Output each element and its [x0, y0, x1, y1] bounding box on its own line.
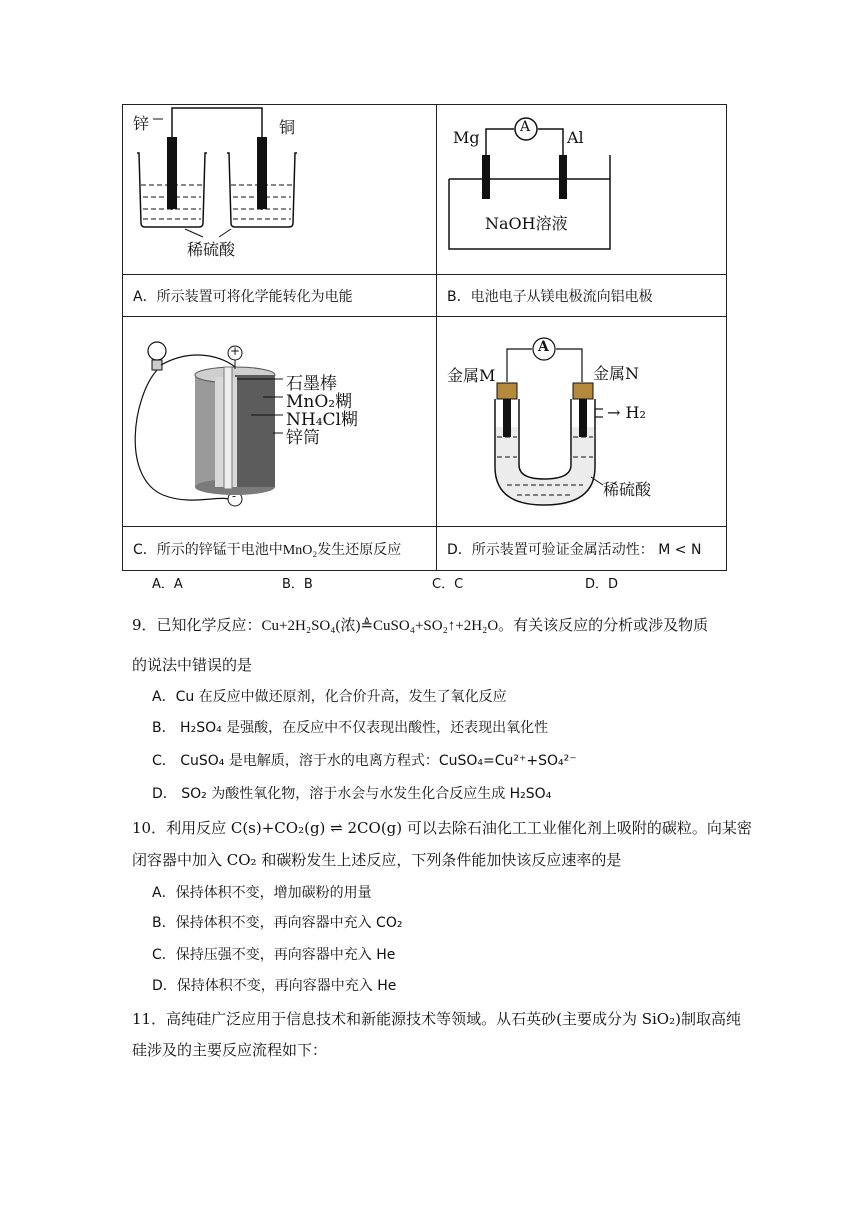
label-h2-gas: → H₂ — [607, 403, 646, 422]
label-metal-n: 金属N — [593, 364, 640, 383]
label-dilute-sulfuric-acid: 稀硫酸 — [187, 240, 236, 259]
q9-option-d[interactable]: D． SO₂ 为酸性氧化物，溶于水会与水发生化合反应生成 H₂SO₄ — [152, 786, 552, 802]
ammeter-label: A — [520, 119, 531, 135]
label-mg: Mg — [453, 128, 480, 147]
label-nh4cl-paste: NH₄Cl糊 — [286, 410, 358, 430]
q8-choice-d[interactable]: D．D — [585, 577, 619, 592]
q10-option-a[interactable]: A．保持体积不变，增加碳粉的用量 — [152, 885, 372, 901]
q9-option-a[interactable]: A．Cu 在反应中做还原剂，化合价升高，发生了氧化反应 — [152, 689, 507, 705]
minus-terminal: - — [232, 489, 237, 503]
q10-stem-line2: 闭容器中加入 CO₂ 和碳粉发生上述反应，下列条件能加快该反应速率的是 — [132, 851, 622, 869]
label-al: Al — [567, 128, 584, 147]
figure-c-dry-cell — [123, 317, 437, 527]
q10-option-d[interactable]: D．保持体积不变，再向容器中充入 He — [152, 978, 397, 994]
label-metal-m: 金属M — [447, 366, 496, 385]
label-naoh-solution: NaOH溶液 — [485, 214, 568, 233]
q9-stem-line2: 的说法中错误的是 — [132, 656, 253, 674]
q9-option-b[interactable]: B． H₂SO₄ 是强酸，在反应中不仅表现出酸性，还表现出氧化性 — [152, 720, 549, 736]
label-copper: 铜 — [279, 118, 296, 137]
label-graphite-rod: 石墨棒 — [286, 374, 337, 394]
q8-choice-a[interactable]: A．A — [152, 577, 183, 592]
q11-stem-line1: 11．高纯硅广泛应用于信息技术和新能源技术等领域。从石英砂(主要成分为 SiO₂)制取高纯 — [132, 1010, 741, 1028]
q10-stem-line1: 10．利用反应 C(s)+CO₂(g) ⇌ 2CO(g) 可以去除石油化工工业催化剂上吸附的碳粒。向某密 — [132, 819, 752, 837]
option-d-text: D．所示装置可验证金属活动性： M < N — [437, 527, 727, 571]
option-b-text: B．电池电子从镁电极流向铝电极 — [437, 275, 727, 317]
figure-d-u-tube — [437, 317, 727, 527]
figure-c-cell — [123, 317, 437, 527]
figure-a-cell — [123, 105, 437, 275]
figure-b-cell — [437, 105, 727, 275]
plus-terminal: + — [230, 344, 241, 358]
q8-choice-b[interactable]: B．B — [282, 577, 313, 592]
q9-option-c[interactable]: C． CuSO₄ 是电解质，溶于水的电离方程式：CuSO₄=Cu²⁺+SO₄²⁻ — [152, 753, 577, 769]
q10-option-b[interactable]: B．保持体积不变，再向容器中充入 CO₂ — [152, 915, 403, 931]
figure-d-cell — [437, 317, 727, 527]
label-zinc-can: 锌筒 — [286, 428, 320, 448]
q11-stem-line2: 硅涉及的主要反应流程如下： — [132, 1041, 328, 1059]
q8-options-table — [122, 104, 727, 571]
label-zinc: 锌 — [133, 114, 150, 133]
q8-choice-c[interactable]: C．C — [432, 577, 464, 592]
q9-stem-line1: 9．已知化学反应：Cu+2H₂SO₄(浓)≜CuSO₄+SO₂↑+2H₂O。有关该反应的分析或涉及物质 — [132, 616, 709, 634]
label-mno2-paste: MnO₂糊 — [286, 392, 353, 412]
option-c-text: C．所示的锌锰干电池中MnO₂发生还原反应 — [123, 527, 437, 571]
q10-option-c[interactable]: C．保持压强不变，再向容器中充入 He — [152, 947, 396, 963]
ammeter-label-d: A — [538, 339, 549, 355]
label-dilute-acid-d: 稀硫酸 — [603, 480, 652, 499]
option-a-text: A．所示装置可将化学能转化为电能 — [123, 275, 437, 317]
